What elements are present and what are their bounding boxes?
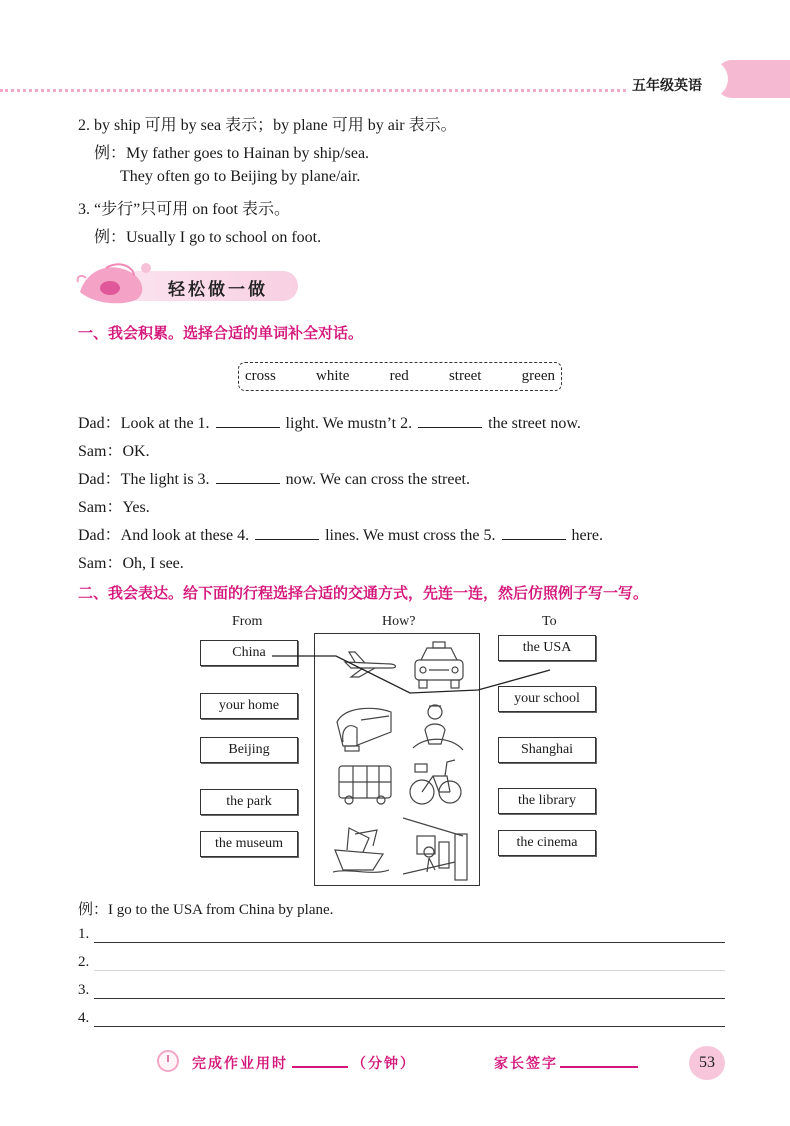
note-example-foot: 例：Usually I go to school on foot. [94,229,322,246]
column-how: How? [382,614,416,629]
answer-number: 1. [78,926,90,942]
answer-line-2[interactable] [94,970,725,971]
to-box[interactable]: the library [498,788,596,814]
speaker: Sam： [78,555,123,572]
dialogue-text: now. We can cross the street. [285,471,470,488]
note-example-cont: They often go to Beijing by plane/air. [120,168,361,185]
dialogue-text: the street now. [488,415,581,432]
word-bank-item: green [521,368,555,384]
word-bank-item: white [316,368,350,384]
speaker: Dad： [78,527,121,544]
note-line-2: 2. by ship 可用 by sea 表示；by plane 可用 by air 表示。 [78,117,457,134]
speaker: Sam： [78,499,123,516]
dialogue-text: Look at the 1. [120,415,210,432]
speaker: Sam： [78,443,123,460]
banner-label: 轻松做一做 [168,280,268,300]
to-box[interactable]: the USA [498,635,596,661]
dialogue-text: The light is 3. [120,471,210,488]
from-box[interactable]: the museum [200,831,298,857]
column-from: From [232,614,263,629]
dialogue-text: lines. We must cross the 5. [325,527,496,544]
column-to: To [542,614,557,629]
from-box[interactable]: the park [200,789,298,815]
alarm-clock-icon [157,1050,179,1072]
speaker: Dad： [78,415,121,432]
answer-number: 4. [78,1010,90,1026]
section2-title: 二、我会表达。给下面的行程选择合适的交通方式，先连一连，然后仿照例子写一写。 [78,584,649,602]
dialogue-text: Yes. [122,499,150,516]
from-box[interactable]: China [200,640,298,666]
page-number: 53 [689,1046,725,1080]
answer-line-4[interactable] [94,1026,725,1027]
parent-signature [494,1053,638,1073]
signature-blank[interactable] [560,1066,638,1068]
homework-time [192,1053,416,1073]
from-box[interactable]: Beijing [200,737,298,763]
answer-number: 2. [78,954,90,970]
to-box[interactable]: Shanghai [498,737,596,763]
answer-line-1[interactable] [94,942,725,943]
word-bank-item: red [389,368,409,384]
dialogue-text: OK. [122,443,150,460]
note-line-3: 3. “步行”只可用 on foot 表示。 [78,201,290,218]
header-title: 五年级英语 [632,78,702,94]
to-box[interactable]: the cinema [498,830,596,856]
example-sentence: 例：I go to the USA from China by plane. [78,902,334,918]
answer-number: 3. [78,982,90,998]
minutes-label: （分钟） [352,1056,416,1072]
sign-label: 家长签字 [494,1056,558,1072]
section1-title: 一、我会积累。选择合适的单词补全对话。 [78,324,364,342]
answer-line-3[interactable] [94,998,725,999]
from-box[interactable]: your home [200,693,298,719]
dialogue-text: here. [571,527,604,544]
dialogue-text: light. We mustn’t 2. [285,415,413,432]
word-bank-item: street [448,368,482,384]
note-example: 例：My father goes to Hainan by ship/sea. [94,145,370,162]
dialogue-text: And look at these 4. [120,527,250,544]
speaker: Dad： [78,471,121,488]
time-blank[interactable] [292,1066,348,1068]
time-label: 完成作业用时 [192,1056,288,1072]
dialogue-text: Oh, I see. [122,555,184,572]
word-bank-item: cross [245,368,276,384]
to-box[interactable]: your school [498,686,596,712]
